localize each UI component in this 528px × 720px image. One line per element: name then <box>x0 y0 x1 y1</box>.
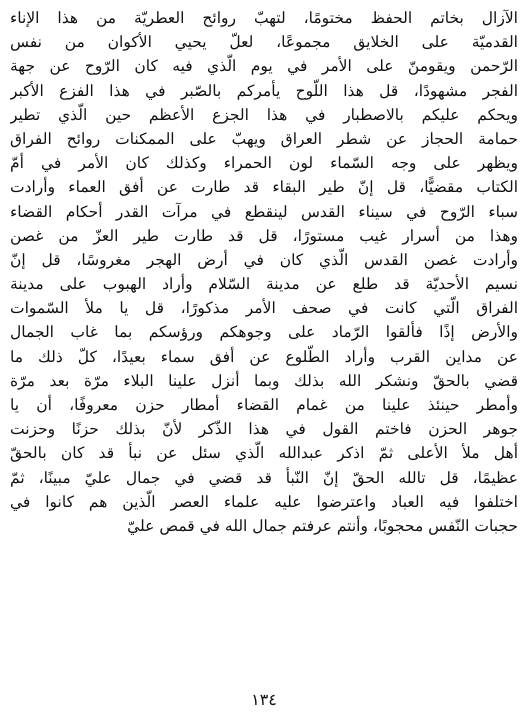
text-line-9: سباء الرّوح في سيناء القدس لينقطع في مرآت القدر أحكام القضاء <box>10 202 518 221</box>
text-line-3: الرّحمن ويقومنّ على الأمر في يوم الّذي فيه كان الرّوح عن جهة <box>10 57 518 76</box>
text-line-21: اختلفوا فيه العباد واعترضوا عليه علماء العصر الّذين هم كانوا في <box>10 492 518 511</box>
body-text <box>10 6 518 538</box>
text-line-4: الفجر مشهودًا، قل هذا اللّوح يأمركم بالصّبر في هذا الفزع الأكبر <box>10 81 518 100</box>
text-line-8: الكتاب مقضيًّا، قل إنّ طير البقاء قد طارت عن أفق العماء وأرادت <box>10 178 518 197</box>
text-line-7: ويظهر على وجه السّماء لون الحمراء وكذلك كان الأمر في أمّ <box>10 154 518 173</box>
text-line-6: حمامة الحجاز عن شطر العراق ويهبّ على الممكنات روائح الفراق <box>10 129 518 148</box>
text-line-1: الآزال بخاتم الحفظ مختومًا، لتهبّ روائح العطريّة من هذا الإناء <box>10 9 518 27</box>
text-line-10: وهذا من أسرار غيب مستورًا، قل قد طارت طير العزّ من غصن <box>10 226 518 245</box>
text-line-15: عن مداين القرب وأراد الطّلوع عن أفق سماء بعيدًا، كلّ ذلك ما <box>10 347 518 366</box>
text-line-19: أهل ملأ الأعلى ثمّ اذكر عبدالله الّذي سئل عن نبأ قد كان بالحقّ <box>10 444 518 463</box>
text-line-17: وأمطر حينئذ علينا من غمام القضاء أمطار حزن معروفًا، أن يا <box>10 396 518 414</box>
text-line-18: جوهر الحزن فاختم القول في هذا الذّكر لأنّ بذلك حزنًا وحزنت <box>10 420 518 439</box>
text-line-11: وأرادت غصن القدس الّذي كان في أرض الهجر مغروسًا، قل إنّ <box>10 250 518 269</box>
text-line-2: القدميّة على الخلايق مجموعًا، لعلّ يحيي الأكوان من نفس <box>10 33 518 52</box>
text-line-5: ويحكم عليكم بالاصطبار في هذا الجزع الأعظم حين الّذي تطير <box>10 105 518 124</box>
text-line-13: الفراق الّتي كانت في صحف الأمر مذكورًا، قل يا ملأ السّموات <box>10 299 518 318</box>
page-number: ١٣٤ <box>251 690 277 709</box>
text-line-22: حجبات النّفس محجوبًا، وأنتم عرفتم جمال الله في قمص عليّ <box>127 516 518 535</box>
text-line-12: نسيم الأحديّة قد طلع عن مدينة السّلام وأراد الهبوب على مدينة <box>10 275 518 294</box>
text-line-16: قضي بالحقّ ونشكر الله بذلك وبما أنزل علينا البلاء مرّة بعد مرّة <box>10 371 518 390</box>
text-line-20: عظيمًا، قل تالله الحقّ إنّ النّبأ قد قضي في جمال عليّ مبينًا، ثمّ <box>10 468 518 487</box>
text-line-14: والأرض إذًا فألقوا الرّماد على وجوهكم ورؤسكم بما غاب الجمال <box>10 323 518 342</box>
